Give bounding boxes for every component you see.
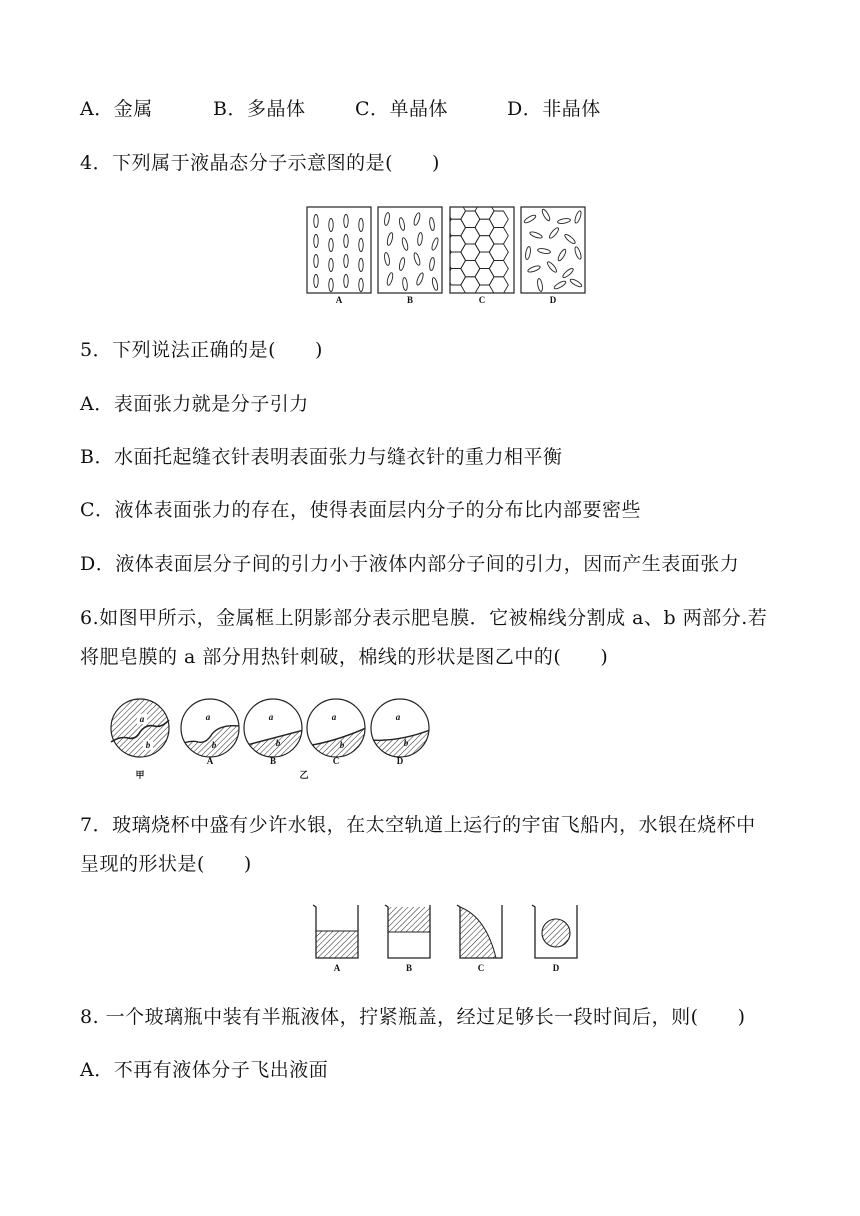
q7-beaker-c — [457, 905, 502, 958]
q4-box-b — [378, 207, 442, 293]
molecule-a — [359, 279, 363, 292]
q3-option-b: B．多晶体 — [213, 98, 306, 120]
q4-stem: 4．下列属于液晶态分子示意图的是( ) — [80, 152, 440, 174]
q6-label-jia: 甲 — [135, 770, 145, 780]
molecule-d — [525, 246, 532, 260]
molecule-d — [548, 227, 560, 240]
q4-label-d: D — [549, 295, 557, 305]
molecule-d — [564, 233, 577, 245]
molecule-b — [416, 272, 425, 286]
q6-label-b: B — [269, 756, 277, 766]
q5-option-a: A．表面张力就是分子引力 — [80, 393, 309, 415]
q4-label-c: C — [478, 295, 486, 305]
q6-c-label-b: b — [339, 740, 345, 750]
molecule-b — [417, 232, 423, 245]
molecule-a — [344, 255, 348, 268]
molecule-a — [344, 235, 348, 248]
molecule-b — [398, 257, 405, 271]
q7-beaker-d — [532, 905, 577, 958]
molecule-a — [329, 219, 333, 232]
molecule-b — [429, 257, 435, 270]
q6-label-yi: 乙 — [299, 770, 309, 780]
molecule-d — [527, 265, 541, 274]
q7-label-c: C — [477, 963, 485, 973]
q7-stem-line1: 7．玻璃烧杯中盛有少许水银，在太空轨道上运行的宇宙飞船内，水银在烧杯中 — [80, 814, 756, 836]
q6-a-label-b: b — [211, 740, 217, 750]
q6-stem-line1: 6.如图甲所示，金属框上阴影部分表示肥皂膜．它被棉线分割成 a、b 两部分.若 — [80, 607, 768, 629]
molecule-b — [413, 212, 421, 226]
q5-option-d: D．液体表面层分子间的引力小于液体内部分子间的引力，因而产生表面张力 — [80, 553, 740, 575]
molecule-d — [562, 267, 575, 279]
hexagon-cell — [489, 211, 508, 228]
q8-option-a: A．不再有液体分子飞出液面 — [80, 1059, 329, 1081]
molecule-d — [553, 280, 566, 290]
molecule-d — [541, 208, 551, 221]
molecule-b — [431, 277, 438, 291]
q6-label-a: A — [206, 756, 214, 766]
molecule-b — [401, 237, 409, 251]
molecule-d — [537, 278, 544, 292]
q4-figure — [306, 205, 590, 307]
molecule-d — [557, 218, 571, 225]
q6-label-d: D — [396, 756, 404, 766]
molecule-a — [329, 279, 333, 292]
q8-stem: 8. 一个玻璃瓶中装有半瓶液体，拧紧瓶盖，经过足够长一段时间后，则( ) — [80, 1006, 746, 1028]
q6-c-label-a: a — [331, 712, 337, 722]
molecule-d — [574, 210, 583, 224]
q6-b-label-b: b — [275, 738, 281, 748]
q6-b-label-a: a — [268, 712, 274, 722]
q6-figure — [108, 696, 438, 788]
hexagon-cell — [489, 260, 508, 276]
molecule-a — [314, 275, 318, 288]
q6-d-label-b: b — [403, 738, 409, 748]
molecule-a — [359, 259, 363, 272]
molecule-b — [431, 237, 440, 251]
q5-option-c: C．液体表面张力的存在，使得表面层内分子的分布比内部要密些 — [80, 499, 642, 521]
q7-stem-line2: 呈现的形状是( ) — [80, 853, 252, 875]
q3-option-c: C．单晶体 — [355, 98, 449, 120]
molecule-a — [329, 239, 333, 252]
molecule-b — [398, 217, 405, 231]
molecule-a — [314, 235, 318, 248]
molecule-d — [537, 248, 551, 255]
molecule-a — [314, 255, 318, 268]
molecule-a — [329, 259, 333, 272]
molecule-b — [386, 272, 394, 286]
molecule-a — [344, 215, 348, 228]
molecule-d — [529, 231, 543, 240]
q7-figure — [310, 903, 585, 979]
hexagon-cell — [489, 244, 508, 261]
q5-stem: 5．下列说法正确的是( ) — [80, 339, 323, 361]
molecule-a — [359, 219, 363, 232]
q4-label-a: A — [335, 295, 343, 305]
molecule-d — [546, 261, 558, 274]
q6-figure-jia — [111, 699, 169, 757]
molecule-b — [402, 277, 408, 290]
q4-box-a — [307, 207, 371, 293]
q3-option-d: D．非晶体 — [507, 98, 601, 120]
hexagon-cell — [489, 228, 508, 244]
molecule-d — [574, 246, 583, 260]
q6-label-c: C — [332, 756, 340, 766]
q6-jia-label-a: a — [139, 714, 145, 724]
q7-label-a: A — [333, 963, 341, 973]
q6-a-label-a: a — [205, 712, 211, 722]
molecule-d — [523, 214, 536, 224]
q3-option-a: A．金属 — [80, 98, 153, 120]
molecule-b — [384, 212, 391, 226]
q7-beaker-b — [385, 905, 430, 958]
q6-d-label-a: a — [395, 712, 401, 722]
molecule-a — [344, 275, 348, 288]
q7-label-b: B — [405, 963, 413, 973]
q4-box-d — [521, 207, 585, 293]
molecule-b — [384, 252, 391, 266]
q4-box-c — [447, 205, 515, 293]
molecule-a — [359, 239, 363, 252]
hexagon-cell — [489, 277, 508, 294]
molecule-a — [314, 215, 318, 228]
molecule-b — [386, 232, 393, 246]
q7-label-d: D — [552, 963, 560, 973]
q4-label-b: B — [406, 295, 414, 305]
molecule-d — [569, 278, 582, 288]
molecule-b — [429, 217, 435, 230]
q6-stem-line2: 将肥皂膜的 a 部分用热针刺破，棉线的形状是图乙中的( ) — [80, 646, 609, 668]
q7-beaker-a — [313, 905, 358, 958]
molecule-d — [557, 248, 567, 261]
q5-option-b: B．水面托起缝衣针表明表面张力与缝衣针的重力相平衡 — [80, 446, 563, 468]
molecule-b — [413, 252, 421, 266]
q6-jia-label-b: b — [145, 740, 151, 750]
